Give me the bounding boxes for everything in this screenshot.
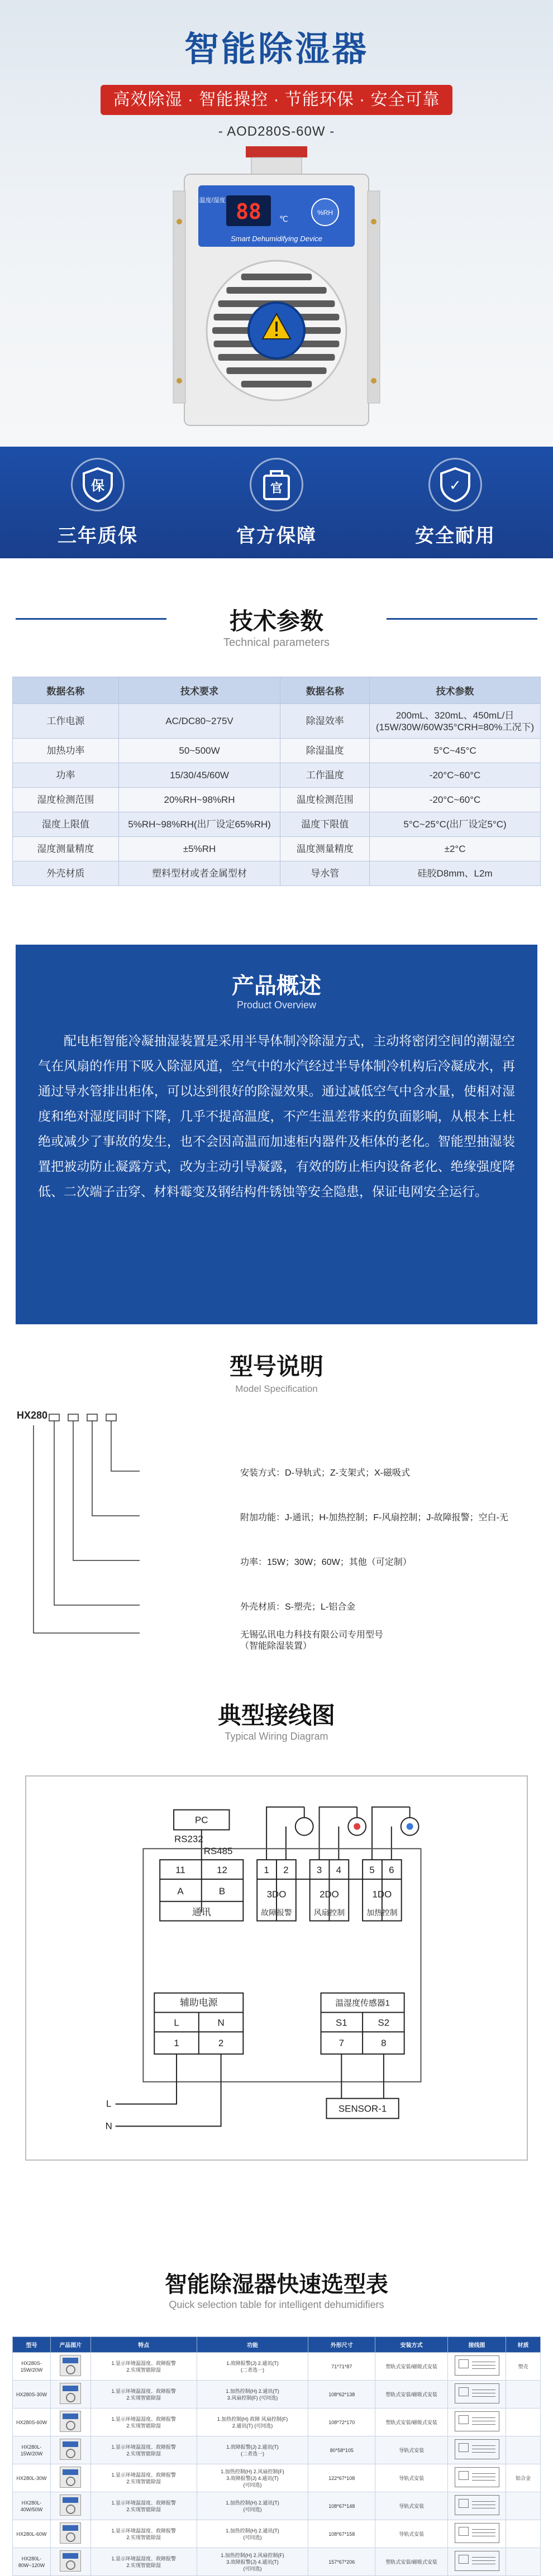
pin-ab-label: A [177,1885,184,1897]
guarantee-label: 官方保障 [236,525,317,547]
output-desc: 加热控制 [366,1908,398,1917]
selection-wiring-thumb [448,2548,506,2576]
sensor-label: SENSOR-1 [338,2103,387,2114]
params-cell: 200mL、320mL、450mL/日 (15W/30W/60W35°CRH=80%工况下) [370,704,541,739]
params-row [13,739,541,763]
selection-header: 接线图 [448,2337,506,2353]
selection-cell: 塑壳 [506,2353,541,2381]
selection-cell: 1.显示环境温湿度、故障报警 2.实现智能除湿 [90,2381,197,2409]
product-thumbnail [60,2355,81,2376]
grille-slat [241,381,312,387]
thumb-screen [63,2386,78,2391]
selection-cell: 1.加热控制(H) 2.风扇控制(F) 3.故障报警(J) 4.通讯(T) (可同选) [197,2548,308,2576]
controller-frame [143,1849,421,2082]
selection-wiring-thumb [448,2492,506,2520]
guarantee-glyph: 保 [91,478,104,494]
selection-wiring-thumb [448,2353,506,2381]
thumb-screen [63,2525,78,2531]
selection-row [13,2548,541,2576]
alarm-lamp-icon [295,1818,313,1836]
dehumidifier-device-image [168,146,385,431]
hero-section [0,0,553,447]
product-thumbnail [60,2467,81,2488]
params-row [13,837,541,861]
selection-header: 外形尺寸 [308,2337,375,2353]
sensor-pin-label: 7 [339,2038,345,2049]
params-header: 技术要求 [118,677,280,704]
guarantee-item [34,458,162,548]
thumb-fan-icon [66,2477,75,2486]
selection-product-image [50,2436,90,2464]
device-bolt-icon [177,219,182,224]
device-unit-right: %RH [317,209,333,217]
s1-label: S1 [335,2017,347,2028]
selection-cell: 108*62*138 [308,2381,375,2409]
selection-product-image [50,2492,90,2520]
official-badge-icon [260,467,293,502]
params-cell: 50~500W [118,739,280,763]
params-cell: -20°C~60°C [370,763,541,788]
selection-cell: 157*67*206 [308,2548,375,2576]
grille-slat [226,367,326,374]
selection-product-image [50,2548,90,2576]
selection-product-image [50,2381,90,2409]
fan-dot-icon [354,1823,360,1830]
guarantee-icon-ring [428,458,482,511]
wiring-thumbnail [455,2411,499,2431]
spec-line: 安装方式：D-导轨式；Z-支架式；X-磁吸式 [240,1468,410,1478]
device-bolt-icon [371,378,376,384]
wiring-title: 典型接线图 [217,1702,335,1728]
spec-line: 外壳材质：S-塑壳；L-铝合金 [240,1602,356,1612]
selection-cell: 108*67*148 [308,2492,375,2520]
selection-cell [506,2409,541,2436]
device-temp-label: 温度/湿度 [199,197,226,204]
params-cell: 硅胶D8mm、L2m [370,861,541,886]
selection-cell: 1.加热控制(H) 2.通讯(T) 3.风扇控制(F) (可同选) [197,2381,308,2409]
product-thumbnail [60,2494,81,2516]
params-row [13,861,541,886]
pin-ab-label: B [218,1885,226,1897]
selection-cell: 1.加热控制(H) 2.风扇控制(F) 3.故障报警(J) 4.通讯(T) (可同选) [197,2464,308,2492]
thumb-fan-icon [66,2505,75,2514]
selection-wiring-thumb [448,2436,506,2464]
selection-header: 型号 [13,2337,51,2353]
selection-cell: 导轨式安装 [375,2520,448,2548]
load-symbols [295,1807,419,1836]
overview-section [16,945,537,1324]
guarantee-icon-ring [250,458,303,511]
selection-cell: 1.显示环境温湿度、故障报警 2.实现智能除湿 [90,2436,197,2464]
heater-dot-icon [407,1823,413,1830]
selection-header: 材质 [506,2337,541,2353]
aux-n-label: N [217,2017,225,2028]
params-row [13,812,541,837]
output-desc: 风扇控制 [313,1908,345,1917]
wiring-thumbnail [455,2523,499,2543]
aux-power-label: 辅助电源 [180,1997,218,2008]
params-title: 技术参数 [229,608,323,634]
selection-cell: HX280L-40W/50W [13,2492,51,2520]
device-brand-label: Smart Dehumidifying Device [230,234,323,243]
guarantee-item [391,458,519,548]
params-row [13,704,541,739]
aux-pin-label: 2 [218,2038,224,2049]
device-bolt-icon [371,219,376,224]
thumb-screen [63,2414,78,2419]
selection-header: 安装方式 [375,2337,448,2353]
product-thumbnail [60,2383,81,2404]
device-warning-mark [275,322,278,332]
params-header: 数据名称 [280,677,370,704]
device-unit-left: ℃ [279,214,288,223]
selection-cell: 122*67*108 [308,2464,375,2492]
aux-pin-label: 1 [174,2038,179,2049]
selection-header: 特点 [90,2337,197,2353]
params-cell: 5%RH~98%RH(出厂设定65%RH) [118,812,280,837]
selection-product-image [50,2409,90,2436]
params-cell: 15/30/45/60W [118,763,280,788]
selection-cell [506,2492,541,2520]
selection-cell: 1.加热控制(H) 2.通讯(T) (可同选) [197,2492,308,2520]
selection-cell: 1.故障报警(J) 2.通讯(T) (二者选一) [197,2436,308,2464]
selection-cell: 1.显示环境温湿度、故障报警 2.实现智能除湿 [90,2409,197,2436]
selection-cell: 1.故障报警(J) 2.通讯(T) (二者选一) [197,2353,308,2381]
selection-row [13,2381,541,2409]
selection-row [13,2353,541,2381]
wiring-thumbnail [455,2551,499,2571]
output-label: 2DO [320,1889,339,1900]
device-mount-bracket [251,157,302,174]
selection-wiring-thumb [448,2464,506,2492]
pin-label: 4 [336,1864,342,1875]
params-cell: 工作温度 [280,763,370,788]
selection-cell [506,2381,541,2409]
thumb-screen [63,2497,78,2503]
spec-subtitle: Model Specification [235,1383,318,1394]
params-cell: 除湿温度 [280,739,370,763]
selection-header: 产品图片 [50,2337,90,2353]
guarantee-label: 三年质保 [58,525,138,547]
pc-label: PC [195,1814,208,1826]
output-desc: 故障报警 [261,1908,292,1917]
selection-row [13,2464,541,2492]
params-cell: 5°C~25°C(出厂设定5°C) [370,812,541,837]
thumb-fan-icon [66,2449,75,2458]
selection-title: 智能除湿器快速选型表 [165,2272,388,2297]
selection-cell: 导轨式安装 [375,2436,448,2464]
params-cell: 工作电源 [13,704,119,739]
params-cell: AC/DC80~275V [118,704,280,739]
wiring-thumbnail [455,2467,499,2487]
wiring-thumbnail [455,2439,499,2459]
selection-row [13,2409,541,2436]
selection-cell: 1.显示环境温湿度、故障报警 2.实现智能除湿 [90,2464,197,2492]
params-header: 技术参数 [370,677,541,704]
params-cell: -20°C~60°C [370,788,541,812]
selection-cell: HX280L-60W [13,2520,51,2548]
params-cell: 温度测量精度 [280,837,370,861]
selection-subtitle: Quick selection table for intelligent dehumidifiers [169,2299,384,2310]
params-cell: ±2°C [370,837,541,861]
selection-row [13,2492,541,2520]
pin-label: 5 [369,1864,375,1875]
shield-check-icon [438,467,472,502]
thumb-fan-icon [66,2393,75,2402]
selection-cell [506,2436,541,2464]
pin-label: 11 [175,1864,185,1875]
device-bolt-icon [177,378,182,384]
aux-l-label: L [174,2017,179,2028]
selection-product-image [50,2520,90,2548]
params-header: 数据名称 [13,677,119,704]
wiring-subtitle: Typical Wiring Diagram [225,1731,328,1742]
spec-line: 功率：15W；30W；60W；其他（可定制） [240,1558,412,1567]
params-subtitle: Technical parameters [223,636,330,649]
guarantee-glyph: 官 [270,481,283,495]
spec-line: （智能除湿装置） [240,1641,312,1651]
selection-cell: 塑轨式安装/磁吸式安装 [375,2548,448,2576]
selection-cell: 71*71*87 [308,2353,375,2381]
params-cell: 温度下限值 [280,812,370,837]
wiring-thumbnail [455,2495,499,2515]
selection-cell: 1.显示环境温湿度、故障报警 2.实现智能除湿 [90,2548,197,2576]
selection-cell: 导轨式安装 [375,2464,448,2492]
thumb-screen [63,2469,78,2475]
guarantee-item [212,458,341,548]
pin-label: 2 [283,1864,289,1875]
selection-body [13,2353,541,2576]
pin-label: 1 [264,1864,269,1875]
shield-guarantee-icon [81,467,115,502]
params-cell: 温度检测范围 [280,788,370,812]
params-cell: 除湿效率 [280,704,370,739]
guarantee-label: 安全耐用 [415,525,495,547]
params-cell: 湿度测量精度 [13,837,119,861]
selection-cell: HX280S-30W [13,2381,51,2409]
grille-slat [226,287,326,294]
wiring-thumbnail [455,2355,499,2376]
product-thumbnail [60,2411,81,2432]
sensor-pin-label: 8 [381,2038,387,2049]
selection-table [12,2336,541,2576]
device-lcd-value: 88 [236,199,261,224]
selection-cell: 1.加热控制(H) 2.通讯(T) (可同选) [197,2520,308,2548]
line-n-label: N [105,2120,112,2132]
selection-cell: HX280S-60W [13,2409,51,2436]
selection-cell: 1.显示环境温湿度、故障报警 2.实现智能除湿 [90,2520,197,2548]
line-l-label: L [106,2098,112,2109]
selection-cell: 塑轨式安装/磁吸式安装 [375,2353,448,2381]
spec-line: 无锡弘讯电力科技有限公司专用型号 [240,1630,384,1640]
guarantee-strip [0,447,553,558]
selection-cell: 铝合金 [506,2464,541,2492]
params-cell: 导水管 [280,861,370,886]
params-cell: 20%RH~98%RH [118,788,280,812]
overview-text: 配电柜智能冷凝抽湿装置是采用半导体制冷除湿方式，主动将密闭空间的潮湿空气在风扇的作用下吸入除湿风道，空气中的水汽经过半导体制冷机构后冷凝成水，再通过导水管排出柜体，可以达到很好的除湿效果。通过减低空气中含水量，使相对湿度和绝对湿度同时下降，几乎不提高温度，不产生温差带来的负面影响，从根本上杜绝或减少了事故的发生，也不会因高温而加速柜内器件及柜体的老化。智能型抽湿装置把被动防止凝露方式，改为主动引导凝露，有效的防止柜内设备老化、绝缘强度降低、二次端子击穿、材料霉变及钢结构件锈蚀等安全隐患，保证电网安全运行。 [38,1033,515,1199]
selection-cell [506,2520,541,2548]
overview-subtitle: Product Overview [236,999,317,1011]
params-row [13,763,541,788]
thumb-fan-icon [66,2421,75,2430]
selection-row [13,2520,541,2548]
thumb-screen [63,2441,78,2447]
selection-header: 功能 [197,2337,308,2353]
selection-cell: 塑轨式安装/磁吸式安装 [375,2409,448,2436]
pin-label: 12 [217,1864,227,1875]
selection-cell: 108*67*158 [308,2520,375,2548]
params-header-row [13,677,541,704]
params-cell: 湿度上限值 [13,812,119,837]
selection-wiring-thumb [448,2409,506,2436]
params-cell: 功率 [13,763,119,788]
device-mount-top [246,146,307,157]
selection-cell: HX280L-80W~120W [13,2548,51,2576]
selection-wiring-thumb [448,2520,506,2548]
selection-header-row [13,2337,541,2353]
comm-label: 通讯 [192,1907,211,1918]
selection-cell [506,2548,541,2576]
params-cell: 5°C~45°C [370,739,541,763]
selection-row [13,2436,541,2464]
params-cell: 塑料型材或者金属型材 [118,861,280,886]
pin-label: 6 [389,1864,394,1875]
s2-label: S2 [378,2017,390,2028]
spec-title: 型号说明 [229,1353,323,1380]
guarantee-icon-ring [71,458,125,511]
selection-cell: 108*72*170 [308,2409,375,2436]
overview-title: 产品概述 [232,974,321,998]
spec-diagram [11,1410,542,1651]
selection-cell: 导轨式安装 [375,2492,448,2520]
params-cell: 外壳材质 [13,861,119,886]
grille-slat [241,274,312,280]
selection-cell: 塑轨式安装/磁吸式安装 [375,2381,448,2409]
output-label: 3DO [266,1889,287,1900]
output-label: 1DO [372,1889,392,1900]
rs232-label: RS232 [174,1833,203,1845]
selection-cell: 1.显示环境温湿度、故障报警 2.实现智能除湿 [90,2353,197,2381]
spec-prefix: HX280 [17,1410,48,1421]
hero-model-number: - AOD280S-60W - [218,124,335,139]
selection-product-image [50,2353,90,2381]
hero-banner: 高效除湿 · 智能操控 · 节能环保 · 安全可靠 [101,85,452,115]
device-warning-dot [275,334,278,336]
selection-cell: 1.加热控制(H) 故障 风扇控制(F) 2.通讯(T) (可同选) [197,2409,308,2436]
thumb-screen [63,2358,78,2363]
selection-cell: HX280L-15W/20W [13,2436,51,2464]
selection-cell: HX280S-15W/20W [13,2353,51,2381]
thumb-fan-icon [66,2532,75,2542]
thumb-fan-icon [66,2560,75,2570]
wiring-diagram [25,1775,528,2161]
thumb-fan-icon [66,2365,75,2374]
guarantee-glyph: ✓ [449,477,461,494]
selection-product-image [50,2464,90,2492]
params-cell: ±5%RH [118,837,280,861]
params-cell: 加热功率 [13,739,119,763]
selection-cell: HX280L-30W [13,2464,51,2492]
wiring-thumbnail [455,2383,499,2403]
product-thumbnail [60,2439,81,2460]
params-table [12,677,541,886]
pin-label: 3 [316,1864,322,1875]
thumb-screen [63,2553,78,2559]
product-thumbnail [60,2550,81,2572]
rs485-label: RS485 [203,1846,233,1857]
selection-cell: 80*58*105 [308,2436,375,2464]
sensor-input-label: 温湿度传感器1 [335,1999,390,2008]
params-row [13,788,541,812]
spec-line: 附加功能：J-通讯；H-加热控制；F-风扇控制；J-故障报警；空白-无 [240,1513,508,1522]
selection-cell: 1.显示环境温湿度、故障报警 2.实现智能除湿 [90,2492,197,2520]
selection-wiring-thumb [448,2381,506,2409]
product-thumbnail [60,2522,81,2544]
params-cell: 湿度检测范围 [13,788,119,812]
hero-title: 智能除湿器 [184,30,369,69]
